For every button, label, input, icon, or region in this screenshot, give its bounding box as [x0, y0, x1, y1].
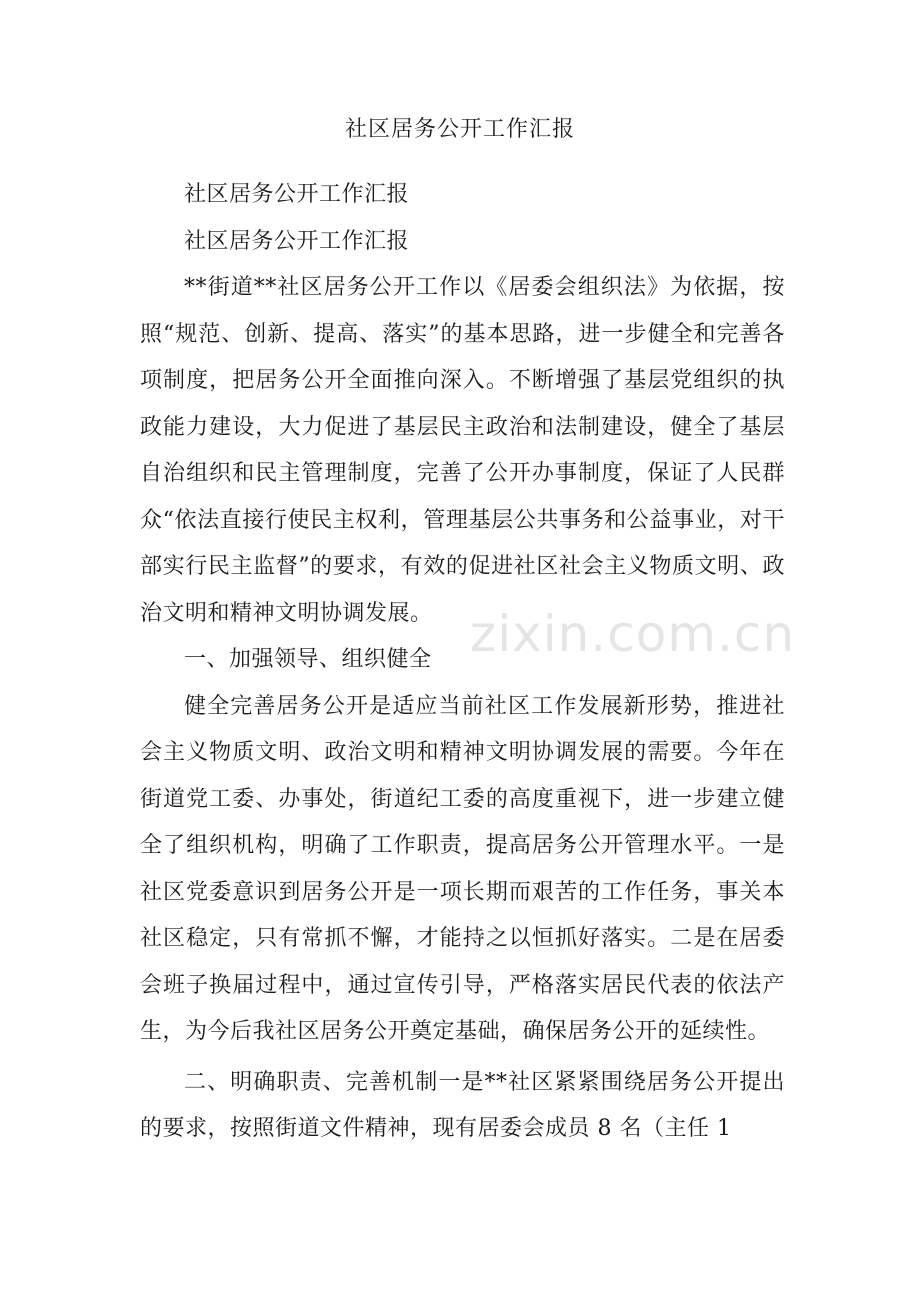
- document-body: [140, 172, 785, 1153]
- paragraph-section-1: 健全完善居务公开是适应当前社区工作发展新形势，推进社会主义物质文明、政治文明和精神文明协调发展的需要。今年在街道党工委、办事处，街道纪工委的高度重视下，进一步建立健全了组织机构，明确了工作职责，提高居务公开管理水平。一是社区党委意识到居务公开是一项长期而艰苦的工作任务，事关本社区稳定，只有常抓不懈，才能持之以恒抓好落实。二是在居委会班子换届过程中，通过宣传引导，严格落实居民代表的依法产生，为今后我社区居务公开奠定基础，确保居务公开的延续性。: [140, 693, 785, 1044]
- document-title: 社区居务公开工作汇报: [344, 117, 575, 142]
- paragraph-intro: **街道**社区居务公开工作以《居委会组织法》为依据，按照“规范、创新、提高、落实”的基本思路，进一步健全和完善各项制度，把居务公开全面推向深入。不断增强了基层党组织的执政能力建设，大力促进了基层民主政治和法制建设，健全了基层自治组织和民主管理制度，完善了公开办事制度，保证了人民群众“依法直接行使民主权利，管理基层公共事务和公益事业，对干部实行民主监督”的要求，有效的促进社区社会主义物质文明、政治文明和精神文明协调发展。: [140, 275, 785, 626]
- watermark: zixin.com.cn: [470, 605, 796, 663]
- paragraph-section-2: 二、明确职责、完善机制一是**社区紧紧围绕居务公开提出的要求，按照街道文件精神，现有居委会成员 8 名（主任 1: [140, 1069, 785, 1141]
- paragraph-subtitle-1: 社区居务公开工作汇报: [184, 182, 410, 207]
- section-heading-1: 一、加强领导、组织健全: [184, 647, 432, 672]
- paragraph-subtitle-2: 社区居务公开工作汇报: [184, 228, 410, 254]
